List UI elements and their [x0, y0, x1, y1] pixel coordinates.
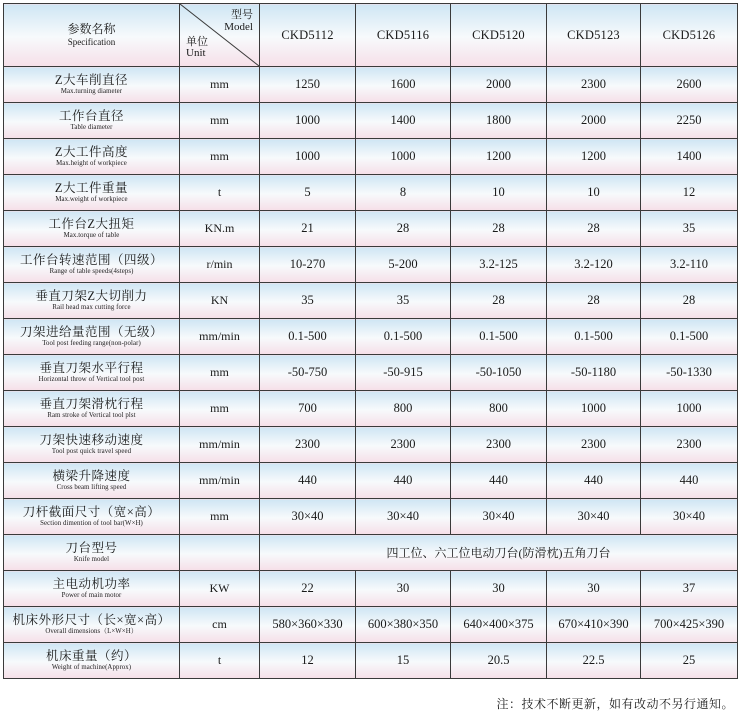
value-cell: 10: [547, 175, 641, 211]
spec-name-cell: [4, 67, 180, 103]
model-header: CKD5116: [356, 4, 451, 67]
value-cell: 1000: [260, 103, 356, 139]
spec-row: [4, 139, 738, 175]
spec-row: [4, 355, 738, 391]
spec-name-cn: 主电动机功率: [52, 577, 131, 592]
value-cell: 1200: [547, 139, 641, 175]
spec-name-en: Max.weight of workpiece: [55, 195, 128, 203]
spec-row: [4, 67, 738, 103]
value-cell: 2300: [547, 67, 641, 103]
unit-cell: mm: [180, 103, 260, 139]
spec-name-cell: [4, 319, 180, 355]
value-cell: 1250: [260, 67, 356, 103]
value-cell: -50-1180: [547, 355, 641, 391]
value-cell: 1000: [547, 391, 641, 427]
value-cell: -50-1330: [641, 355, 738, 391]
value-cell: 30×40: [641, 499, 738, 535]
spec-name-en: Horizontal throw of Vertical tool post: [38, 375, 145, 383]
unit-cell: cm: [180, 607, 260, 643]
value-cell: 2000: [547, 103, 641, 139]
value-cell: 35: [356, 283, 451, 319]
value-cell: 700: [260, 391, 356, 427]
unit-cell: KN: [180, 283, 260, 319]
unit-header-cn: 单位: [186, 35, 208, 48]
model-header: CKD5126: [641, 4, 738, 67]
value-cell: 28: [451, 283, 547, 319]
spec-name-cn: 横梁升降速度: [52, 469, 131, 484]
spec-name-en: Tool post quick travel speed: [51, 447, 132, 455]
header-row: [4, 4, 738, 67]
value-cell: 35: [641, 211, 738, 247]
value-cell: 5: [260, 175, 356, 211]
value-cell: 640×400×375: [451, 607, 547, 643]
spec-name-cn: 刀架快速移动速度: [39, 433, 144, 448]
unit-cell: mm: [180, 391, 260, 427]
unit-cell: t: [180, 175, 260, 211]
spec-name-en: Ram stroke of Vertical tool plst: [47, 411, 136, 419]
spec-header-cell: [4, 4, 180, 67]
value-cell: 3.2-125: [451, 247, 547, 283]
value-cell: 600×380×350: [356, 607, 451, 643]
value-cell: 10-270: [260, 247, 356, 283]
spec-name-cell: [4, 175, 180, 211]
spec-name-cn: 工作台Z大扭矩: [48, 217, 135, 232]
footnote: 注：技术不断更新，如有改动不另行通知。: [496, 697, 734, 711]
model-header-cn: 型号: [231, 9, 253, 21]
value-cell: 28: [356, 211, 451, 247]
value-cell: 1000: [356, 139, 451, 175]
value-cell: 1400: [356, 103, 451, 139]
spec-table: [3, 3, 738, 679]
value-cell: 2600: [641, 67, 738, 103]
value-cell: 3.2-110: [641, 247, 738, 283]
spec-name-en: Max.turning diameter: [60, 87, 123, 95]
spec-name-cell: [4, 499, 180, 535]
spec-name-cell: [4, 139, 180, 175]
spec-name-cell: [4, 643, 180, 679]
value-cell: 3.2-120: [547, 247, 641, 283]
spec-row: [4, 247, 738, 283]
value-cell: 30: [451, 571, 547, 607]
value-cell: 22.5: [547, 643, 641, 679]
spec-name-cn: Z大工件高度: [54, 145, 129, 160]
value-cell: 30×40: [356, 499, 451, 535]
spec-name-en: Section dimention of tool bar(W×H): [40, 519, 143, 527]
value-cell: 15: [356, 643, 451, 679]
spec-name-cell: [4, 607, 180, 643]
value-cell: 8: [356, 175, 451, 211]
unit-cell: mm: [180, 355, 260, 391]
spec-name-cn: Z大车削直径: [54, 73, 129, 88]
spec-name-en: Cross beam lifting speed: [56, 483, 127, 491]
unit-cell: mm: [180, 67, 260, 103]
spec-name-en: Overall dimensions（L×W×H）: [45, 627, 138, 635]
value-cell: 2300: [451, 427, 547, 463]
value-cell: 2000: [451, 67, 547, 103]
spec-row: [4, 175, 738, 211]
value-cell: 0.1-500: [260, 319, 356, 355]
spec-name-cn: 刀架进给量范围（无级）: [19, 325, 163, 340]
value-cell: 22: [260, 571, 356, 607]
value-cell: 800: [451, 391, 547, 427]
value-cell: 2300: [547, 427, 641, 463]
spec-name-cell: [4, 103, 180, 139]
spec-name-cn: 刀杆截面尺寸（宽×高）: [22, 505, 161, 520]
value-cell: 1000: [260, 139, 356, 175]
spec-name-cell: [4, 571, 180, 607]
value-cell: -50-750: [260, 355, 356, 391]
spec-name-cell: [4, 427, 180, 463]
spec-row: [4, 463, 738, 499]
spec-name-cell: [4, 355, 180, 391]
spec-name-cn: 垂直刀架Z大切削力: [35, 289, 148, 304]
spec-row: [4, 643, 738, 679]
value-cell: 30×40: [260, 499, 356, 535]
model-header-en: Model: [224, 20, 253, 33]
spec-row: [4, 319, 738, 355]
spec-name-cn: 垂直刀架水平行程: [39, 361, 144, 376]
spec-name-en: Power of main motor: [61, 591, 122, 599]
spec-name-cn: 刀台型号: [65, 541, 118, 556]
spec-name-en: Weight of machine(Approx): [51, 663, 132, 671]
unit-cell: KW: [180, 571, 260, 607]
value-cell: 1000: [641, 391, 738, 427]
value-cell: 2300: [260, 427, 356, 463]
spec-header-en: Specification: [67, 36, 116, 47]
spec-name-cell: [4, 211, 180, 247]
spec-name-cn: 机床外形尺寸（长×宽×高）: [12, 613, 171, 628]
unit-cell: mm/min: [180, 463, 260, 499]
unit-cell: [180, 535, 260, 571]
value-cell: 440: [641, 463, 738, 499]
value-cell: -50-1050: [451, 355, 547, 391]
spec-name-en: Knife model: [73, 555, 110, 563]
value-cell: 30×40: [547, 499, 641, 535]
value-cell: 20.5: [451, 643, 547, 679]
value-cell: 440: [260, 463, 356, 499]
spec-name-cn: 机床重量（约）: [45, 649, 137, 664]
spec-row: [4, 499, 738, 535]
spec-name-en: Tool post feeding range(non-polar): [42, 339, 141, 347]
unit-cell: mm: [180, 499, 260, 535]
value-cell: 21: [260, 211, 356, 247]
model-header: CKD5120: [451, 4, 547, 67]
unit-cell: mm/min: [180, 427, 260, 463]
spec-name-cell: [4, 463, 180, 499]
value-cell: 28: [547, 211, 641, 247]
value-cell: 2250: [641, 103, 738, 139]
unit-cell: t: [180, 643, 260, 679]
value-cell: 440: [451, 463, 547, 499]
model-unit-corner-cell: [180, 4, 260, 67]
spec-name-cn: 工作台转速范围（四级）: [19, 253, 163, 268]
spec-row: [4, 211, 738, 247]
spec-row: [4, 535, 738, 571]
value-cell: -50-915: [356, 355, 451, 391]
spec-name-en: Range of table speeds(4steps): [49, 267, 134, 275]
value-cell: 28: [451, 211, 547, 247]
unit-cell: r/min: [180, 247, 260, 283]
spec-row: [4, 283, 738, 319]
value-cell: 37: [641, 571, 738, 607]
value-cell: 580×360×330: [260, 607, 356, 643]
spec-header-cn: 参数名称: [67, 21, 116, 36]
spec-row: [4, 391, 738, 427]
value-cell: 30×40: [451, 499, 547, 535]
value-cell: 2300: [641, 427, 738, 463]
value-cell: 28: [547, 283, 641, 319]
value-cell: 1200: [451, 139, 547, 175]
value-cell: 30: [547, 571, 641, 607]
value-cell: 440: [547, 463, 641, 499]
value-cell: 2300: [356, 427, 451, 463]
spec-name-en: Rail head max cutting force: [52, 303, 131, 311]
value-cell: 10: [451, 175, 547, 211]
value-cell: 5-200: [356, 247, 451, 283]
unit-cell: mm: [180, 139, 260, 175]
value-cell: 35: [260, 283, 356, 319]
unit-cell: KN.m: [180, 211, 260, 247]
model-header: CKD5123: [547, 4, 641, 67]
value-cell: 0.1-500: [641, 319, 738, 355]
spec-name-cn: 垂直刀架滑枕行程: [39, 397, 144, 412]
value-cell: 12: [641, 175, 738, 211]
spec-name-cell: [4, 283, 180, 319]
spec-name-en: Table diameter: [70, 123, 113, 131]
value-cell: 12: [260, 643, 356, 679]
value-cell: 0.1-500: [547, 319, 641, 355]
spec-row: [4, 103, 738, 139]
value-cell: 0.1-500: [451, 319, 547, 355]
value-cell: 30: [356, 571, 451, 607]
spec-name-cn: Z大工件重量: [54, 181, 129, 196]
spec-name-en: Max.height of workpiece: [56, 159, 127, 167]
value-cell: 0.1-500: [356, 319, 451, 355]
spec-row: [4, 607, 738, 643]
value-cell: 1800: [451, 103, 547, 139]
spec-row: [4, 427, 738, 463]
unit-cell: mm/min: [180, 319, 260, 355]
unit-header-en: Unit: [186, 47, 206, 60]
value-cell: 800: [356, 391, 451, 427]
value-cell: 28: [641, 283, 738, 319]
value-cell: 700×425×390: [641, 607, 738, 643]
spanning-value-cell: 四工位、六工位电动刀台(防滑枕)五角刀台: [260, 535, 738, 571]
spec-name-en: Max.torque of table: [63, 231, 120, 239]
value-cell: 25: [641, 643, 738, 679]
value-cell: 1400: [641, 139, 738, 175]
value-cell: 670×410×390: [547, 607, 641, 643]
value-cell: 1600: [356, 67, 451, 103]
spec-name-cn: 工作台直径: [58, 109, 124, 124]
spec-name-cell: [4, 247, 180, 283]
spec-name-cell: [4, 535, 180, 571]
model-header: CKD5112: [260, 4, 356, 67]
value-cell: 440: [356, 463, 451, 499]
spec-row: [4, 571, 738, 607]
spec-name-cell: [4, 391, 180, 427]
